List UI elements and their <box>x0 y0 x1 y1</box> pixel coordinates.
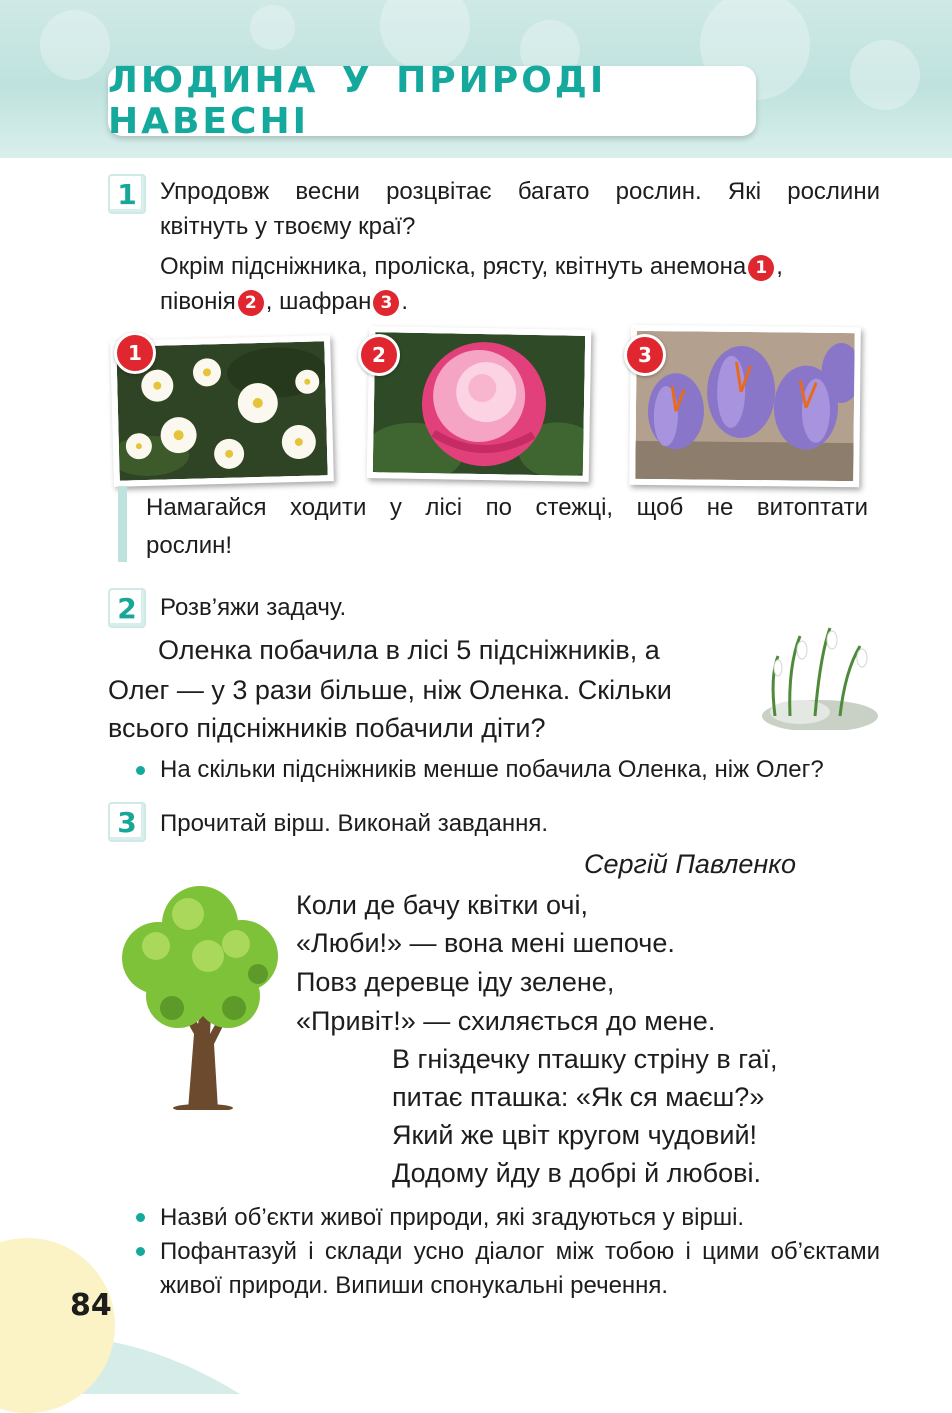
poem-line-2: «Люби!» — вона мені шепоче. <box>296 928 675 958</box>
task1-answer-line1 <box>160 249 783 285</box>
page-number: 84 <box>70 1288 112 1323</box>
badge-1: 1 <box>748 255 774 281</box>
task1-question-line1: Упродовж весни розцвітає багато рослин. Які рослини <box>160 178 880 205</box>
bullet-dot <box>136 1213 145 1222</box>
photo-badge-1: 1 <box>114 332 156 374</box>
peony-word: півонія <box>160 288 236 315</box>
task1-answer-line2 <box>160 284 408 320</box>
poem-line-3: Повз деревце іду зелене, <box>296 967 615 997</box>
snowdrop-image <box>760 616 880 730</box>
page-title: ЛЮДИНА У ПРИРОДІ НАВЕСНІ <box>108 60 607 142</box>
task3-bullet2-line2: живої природи. Випиши спонукальні речення. <box>160 1272 669 1299</box>
note-line2: рослин! <box>146 532 233 559</box>
note-line1: Намагайся ходити у лісі по стежці, щоб не витоптати <box>146 494 868 521</box>
poem-line-4: «Привіт!» — схиляється до мене. <box>296 1006 716 1036</box>
poem-line-1: Коли де бачу квітки очі, <box>296 890 589 920</box>
task3-bullet2-line1: Пофантазуй і склади усно діалог між тобою і цими об’єктами <box>160 1238 880 1265</box>
photo-badge-2: 2 <box>358 334 400 376</box>
crocus-word: , шафран <box>265 288 372 315</box>
badge-2: 2 <box>238 290 264 316</box>
crocus-image <box>635 331 855 481</box>
poem-author: Сергій Павленко <box>584 849 797 879</box>
task2-instruction: Розв’яжи задачу. <box>160 594 347 621</box>
bullet-dot <box>136 1247 145 1256</box>
poem-line-7: Який же цвіт кругом чудовий! <box>392 1120 758 1150</box>
title-box <box>108 60 756 142</box>
note-bar <box>118 486 127 562</box>
task-number-1: 1 <box>108 174 146 214</box>
bullet-dot <box>136 766 145 775</box>
task2-problem-line2: Олег — у 3 рази більше, ніж Оленка. Скільки <box>108 675 672 705</box>
task-number-2: 2 <box>108 588 146 628</box>
answer-text: Окрім підсніжника, проліска, рясту, квітнуть анемона <box>160 253 747 280</box>
task3-bullet1: Назви́ об’єкти живої природи, які згадуються у вірші. <box>160 1204 745 1231</box>
task2-problem-line3: всього підсніжників побачили діти? <box>108 713 546 743</box>
answer-period: . <box>401 288 409 315</box>
peony-photo <box>367 326 592 482</box>
task3-instruction: Прочитай вірш. Виконай завдання. <box>160 810 549 837</box>
badge-3: 3 <box>373 290 399 316</box>
task2-bullet: На скільки підсніжників менше побачила Оленка, ніж Олег? <box>160 756 824 783</box>
photo-badge-3: 3 <box>624 334 666 376</box>
poem-line-8: Додому йду в добрі й любові. <box>392 1158 761 1188</box>
task-number-3: 3 <box>108 802 146 842</box>
task2-problem-line1: Оленка побачила в лісі 5 підсніжників, а <box>158 635 660 665</box>
task1-question-line2: квітнуть у твоєму краї? <box>160 213 416 240</box>
poem-line-6: питає пташка: «Як ся маєш?» <box>392 1082 765 1112</box>
peony-image <box>373 332 585 476</box>
tree-image <box>118 884 282 1110</box>
answer-comma: , <box>776 253 783 280</box>
poem-line-5: В гніздечку пташку стріну в гаї, <box>392 1044 778 1074</box>
